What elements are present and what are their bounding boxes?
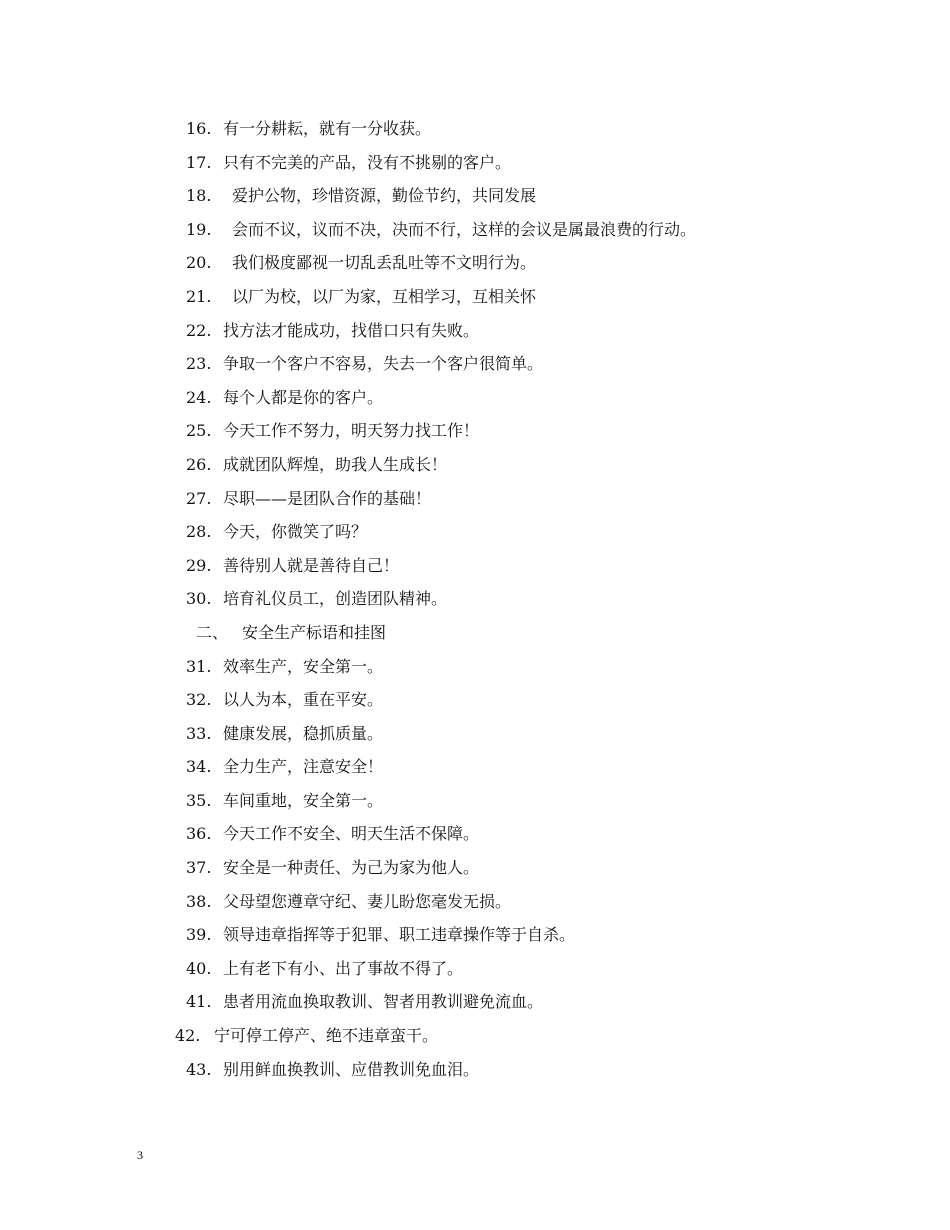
list-item — [0, 885, 950, 919]
item-number: 37. — [186, 858, 212, 878]
item-number: 29. — [186, 555, 212, 575]
item-text: 爱护公物，珍惜资源，勤俭节约，共同发展 — [232, 186, 537, 206]
list-item — [0, 213, 950, 247]
item-text: 培育礼仪员工，创造团队精神。 — [223, 589, 448, 609]
item-number: 34. — [186, 757, 212, 777]
list-item — [0, 717, 950, 751]
item-number: 36. — [186, 824, 212, 844]
item-text: 我们极度鄙视一切乱丢乱吐等不文明行为。 — [232, 253, 537, 273]
item-text: 争取一个客户不容易，失去一个客户很简单。 — [223, 354, 544, 374]
item-number: 28. — [186, 522, 212, 542]
list-item — [0, 146, 950, 180]
item-number: 16. — [186, 119, 212, 138]
item-number: 21. — [186, 286, 212, 306]
item-text: 以厂为校，以厂为家，互相学习，互相关怀 — [232, 286, 537, 306]
item-text: 尽职——是团队合作的基础！ — [223, 488, 432, 508]
list-item — [0, 515, 950, 549]
list-item — [0, 1019, 950, 1053]
list-item — [0, 347, 950, 381]
item-number: 二、 — [196, 622, 229, 642]
list-item — [0, 918, 950, 952]
item-text: 每个人都是你的客户。 — [223, 387, 384, 407]
item-number: 20. — [186, 253, 212, 273]
item-number: 19. — [186, 219, 212, 239]
list-item — [0, 817, 950, 851]
item-text: 善待别人就是善待自己！ — [223, 555, 400, 575]
list-item — [0, 280, 950, 314]
slogan-list — [0, 112, 950, 1086]
item-text: 成就团队辉煌，助我人生成长！ — [223, 454, 448, 474]
item-number: 22. — [186, 320, 212, 340]
item-text: 安全是一种责任、为己为家为他人。 — [223, 858, 480, 878]
item-text: 健康发展，稳抓质量。 — [223, 723, 384, 743]
item-number: 41. — [186, 992, 212, 1012]
item-text: 领导违章指挥等于犯罪、职工违章操作等于自杀。 — [223, 925, 576, 945]
list-item — [0, 851, 950, 885]
item-number: 33. — [186, 723, 212, 743]
item-number: 40. — [186, 958, 212, 978]
item-number: 43. — [186, 1059, 212, 1079]
list-item — [0, 482, 950, 516]
list-item — [0, 381, 950, 415]
list-item — [0, 1053, 950, 1087]
item-text: 今天，你微笑了吗？ — [223, 522, 368, 542]
list-item — [0, 784, 950, 818]
item-number: 24. — [186, 387, 212, 407]
item-text: 以人为本，重在平安。 — [223, 690, 384, 710]
list-item — [0, 549, 950, 583]
item-number: 25. — [186, 421, 212, 441]
item-text: 患者用流血换取教训、智者用教训避免流血。 — [223, 992, 544, 1012]
item-number: 38. — [186, 891, 212, 911]
item-text: 今天工作不安全、明天生活不保障。 — [223, 824, 480, 844]
list-item — [0, 582, 950, 616]
list-item — [0, 112, 950, 146]
item-text: 全力生产，注意安全！ — [223, 757, 384, 777]
item-number: 39. — [186, 925, 212, 945]
item-number: 31. — [186, 656, 212, 676]
item-text: 别用鲜血换教训、应借教训免血泪。 — [223, 1059, 480, 1079]
list-item — [0, 750, 950, 784]
list-item — [0, 985, 950, 1019]
item-number: 42. — [175, 1026, 201, 1046]
list-item — [0, 650, 950, 684]
item-number: 27. — [186, 488, 212, 508]
item-text: 上有老下有小、出了事故不得了。 — [223, 958, 464, 978]
list-item — [0, 448, 950, 482]
list-item — [0, 314, 950, 348]
item-text: 车间重地，安全第一。 — [223, 790, 384, 810]
item-text: 父母望您遵章守纪、妻儿盼您毫发无损。 — [223, 891, 512, 911]
item-text: 效率生产，安全第一。 — [223, 656, 384, 676]
item-number: 23. — [186, 354, 212, 374]
item-text: 会而不议，议而不决，决而不行，这样的会议是属最浪费的行动。 — [232, 219, 697, 239]
item-text: 安全生产标语和挂图 — [242, 622, 387, 642]
item-text: 宁可停工停产、绝不违章蛮干。 — [214, 1026, 439, 1046]
item-text: 找方法才能成功，找借口只有失败。 — [223, 320, 480, 340]
item-number: 32. — [186, 690, 212, 710]
item-number: 17. — [186, 152, 212, 172]
item-number: 26. — [186, 454, 212, 474]
list-item — [0, 683, 950, 717]
item-text: 今天工作不努力，明天努力找工作！ — [223, 421, 480, 441]
item-text: 只有不完美的产品，没有不挑剔的客户。 — [223, 152, 512, 172]
item-number: 30. — [186, 589, 212, 609]
item-number: 35. — [186, 790, 212, 810]
section-heading — [0, 616, 950, 650]
item-text: 有一分耕耘，就有一分收获。 — [223, 119, 432, 138]
list-item — [0, 952, 950, 986]
list-item — [0, 414, 950, 448]
page-number: 3 — [137, 1148, 143, 1162]
list-item — [0, 246, 950, 280]
list-item — [0, 179, 950, 213]
item-number: 18. — [186, 186, 212, 206]
